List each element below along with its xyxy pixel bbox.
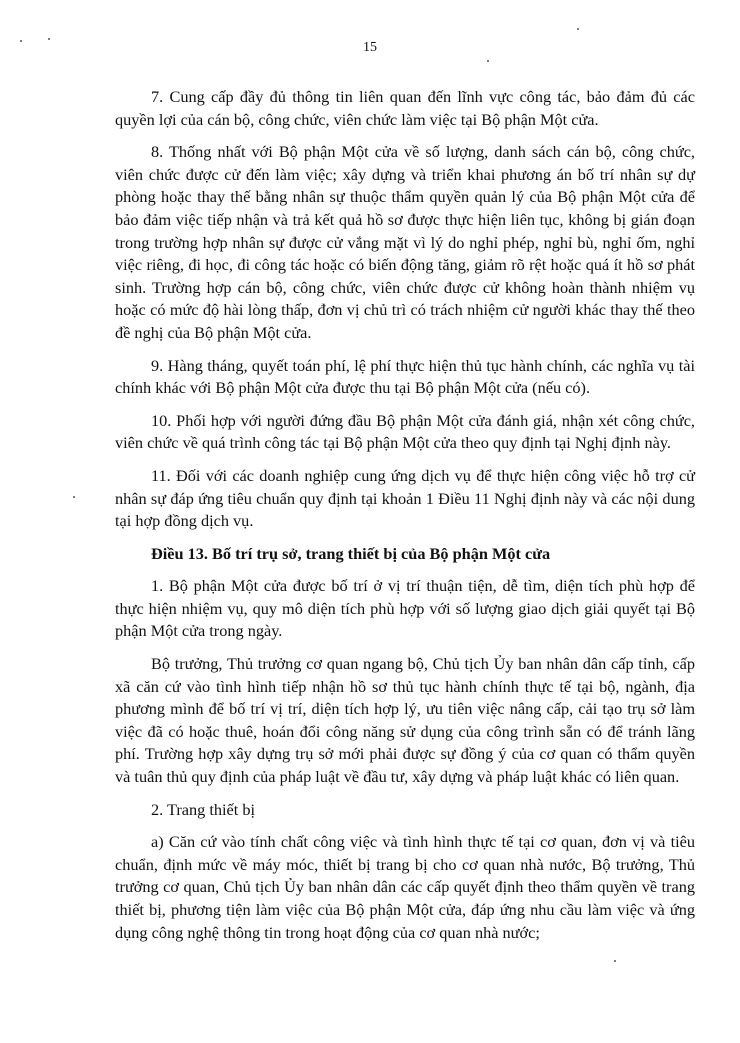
paragraph-9: 9. Hàng tháng, quyết toán phí, lệ phí thực hiện thủ tục hành chính, các nghĩa vụ tài chính khác với Bộ phận Một cửa được thu tại Bộ phận Một cửa (nếu có). xyxy=(115,355,695,398)
paragraph-8: 8. Thống nhất với Bộ phận Một cửa về số lượng, danh sách cán bộ, công chức, viên chức được cử đến làm việc; xây dựng và triển khai phương án bố trí nhân sự dự phòng hoặc thay thế bằng nhân sự thuộc thẩm quyền quản lý của Bộ phận Một cửa để bảo đảm việc tiếp nhận và trả kết quả hồ sơ được thực hiện liên tục, không bị gián đoạn trong trường hợp nhân sự được cử vắng mặt vì lý do nghỉ phép, nghỉ bù, nghỉ ốm, nghỉ việc riêng, đi học, đi công tác hoặc có biến động tăng, giảm rõ rệt hoặc quá ít hồ sơ phát sinh. Trường hợp cán bộ, công chức, viên chức được cử không hoàn thành nhiệm vụ hoặc có mức độ hài lòng thấp, đơn vị chủ trì có trách nhiệm cử người khác thay thế theo đề nghị của Bộ phận Một cửa. xyxy=(115,142,695,342)
article-13-clause-2: 2. Trang thiết bị xyxy=(151,799,256,819)
paragraph-11: 11. Đối với các doanh nghiệp cung ứng dịch vụ để thực hiện công việc hỗ trợ cử nhân sự đáp ứng tiêu chuẩn quy định tại khoản 1 Điều 11 Nghị định này và các nội dung tại hợp đồng dịch vụ. xyxy=(115,465,695,531)
paragraph-10: 10. Phối hợp với người đứng đầu Bộ phận Một cửa đánh giá, nhận xét công chức, viên chức về quá trình công tác tại Bộ phận Một cửa theo quy định tại Nghị định này. xyxy=(115,410,695,453)
article-13-heading: Điều 13. Bố trí trụ sở, trang thiết bị của Bộ phận Một cửa xyxy=(151,543,551,563)
paragraph-7: 7. Cung cấp đầy đủ thông tin liên quan đến lĩnh vực công tác, bảo đảm đủ các quyền lợi của cán bộ, công chức, viên chức làm việc tại Bộ phận Một cửa. xyxy=(115,87,695,129)
scan-speck xyxy=(614,960,616,962)
scan-speck xyxy=(73,496,75,498)
article-13-clause-1-detail: Bộ trưởng, Thủ trưởng cơ quan ngang bộ, Chủ tịch Ủy ban nhân dân cấp tỉnh, cấp xã căn cứ vào tình hình tiếp nhận hồ sơ thủ tục hành chính thực tế tại bộ, ngành, địa phương mình để bố trí vị trí, diện tích hợp lý, ưu tiên việc nâng cấp, cải tạo trụ sở làm việc đã có hoặc thuê, hoán đổi công năng sử dụng của công trình sẵn có để tránh lãng phí. Trường hợp xây dựng trụ sở mới phải được sự đồng ý của cơ quan có thẩm quyền và tuân thủ quy định của pháp luật về đầu tư, xây dựng và pháp luật khác có liên quan. xyxy=(115,654,695,787)
scan-speck xyxy=(20,40,22,42)
scan-speck xyxy=(577,28,579,30)
document-body xyxy=(115,86,695,954)
scan-speck xyxy=(487,60,489,62)
article-13-clause-2a: a) Căn cứ vào tính chất công việc và tình hình thực tế tại cơ quan, đơn vị và tiêu chuẩn, định mức về máy móc, thiết bị trang bị cho cơ quan nhà nước, Bộ trưởng, Thủ trưởng cơ quan, Chủ tịch Ủy ban nhân dân các cấp quyết định theo thẩm quyền về trang thiết bị, phương tiện làm việc của Bộ phận Một cửa, đáp ứng nhu cầu làm việc và ứng dụng công nghệ thông tin trong hoạt động của cơ quan nhà nước; xyxy=(115,832,695,942)
scan-speck xyxy=(48,38,50,40)
page-number: 15 xyxy=(363,40,377,55)
article-13-clause-1: 1. Bộ phận Một cửa được bố trí ở vị trí thuận tiện, dễ tìm, diện tích phù hợp để thực hiện nhiệm vụ, quy mô diện tích phù hợp với số lượng giao dịch giải quyết tại Bộ phận Một cửa trong ngày. xyxy=(115,576,695,641)
